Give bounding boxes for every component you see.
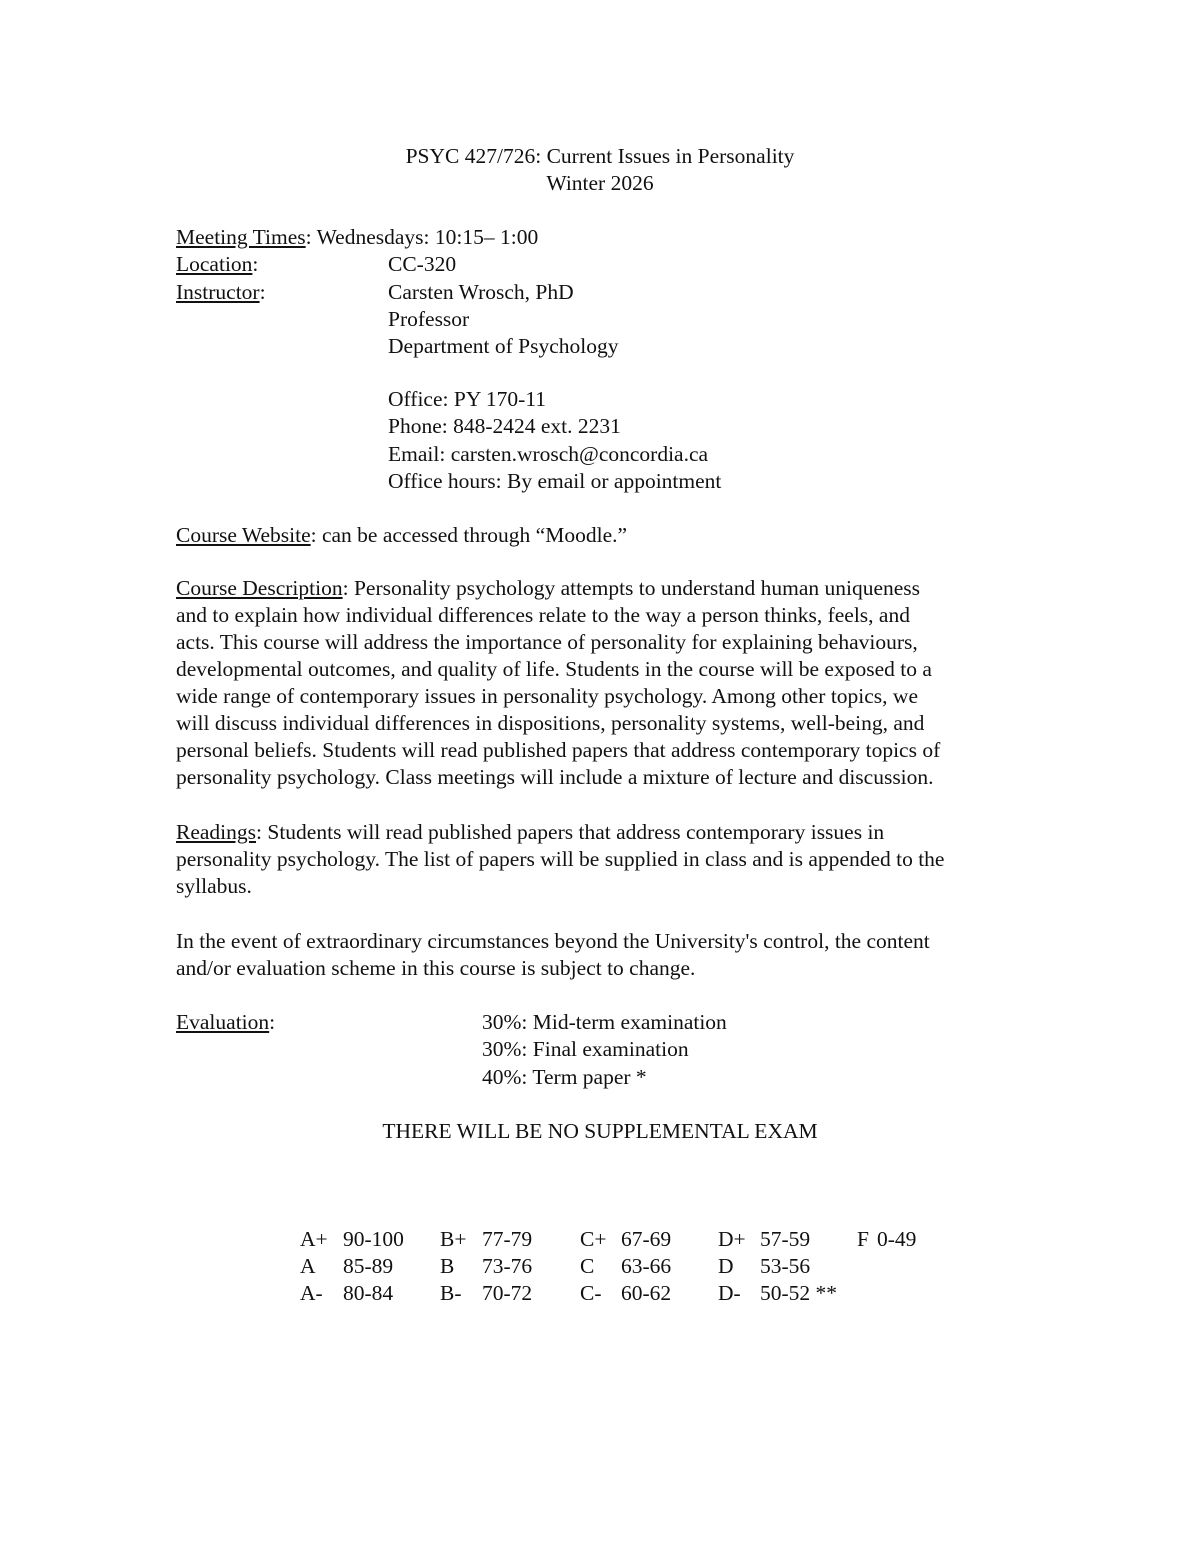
grade-letter: D+ xyxy=(718,1227,746,1251)
evaluation-label-row: Evaluation: xyxy=(176,1010,276,1034)
grade-range: 50-52 ** xyxy=(760,1281,838,1305)
circumstances-notice: In the event of extraordinary circumstances beyond the University's control, the content and/or evaluation scheme in this course is subject to change. xyxy=(176,929,930,980)
grade-range: 73-76 xyxy=(482,1254,533,1278)
meeting-times-value: Wednesdays: 10:15– 1:00 xyxy=(316,225,539,249)
grade-range: 0-49 xyxy=(877,1227,917,1251)
course-description-text: : Personality psychology attempts to understand human uniqueness and to explain how individual differences relate to the way a person thinks, feels, and acts. This course will address the importance of personality for explaining behaviours, developmental outcomes, and quality of life. Students in the course will be exposed to a wide range of contemporary issues in personality psychology. Among other topics, we will discuss individual differences in dispositions, personality systems, well-being, and personal beliefs. Students will read published papers that address contemporary topics of personality psychology. Class meetings will include a mixture of lecture and discussion. xyxy=(176,576,941,789)
instructor-title: Professor xyxy=(388,307,470,331)
grade-range: 80-84 xyxy=(343,1281,394,1305)
phone-number: Phone: 848-2424 ext. 2231 xyxy=(388,414,621,438)
grade-range: 90-100 xyxy=(343,1227,404,1251)
course-website-text: : can be accessed through “Moodle.” xyxy=(310,523,628,547)
location-label: Location xyxy=(176,252,253,276)
email-address: Email: carsten.wrosch@concordia.ca xyxy=(388,442,709,466)
course-description-label: Course Description xyxy=(176,576,343,600)
grade-letter: C+ xyxy=(580,1227,607,1251)
grade-range: 70-72 xyxy=(482,1281,533,1305)
grade-letter: A+ xyxy=(300,1227,328,1251)
grade-range: 63-66 xyxy=(621,1254,672,1278)
grade-letter: C xyxy=(580,1254,595,1278)
grade-range: 53-56 xyxy=(760,1254,811,1278)
grade-range: 60-62 xyxy=(621,1281,672,1305)
grade-letter: F xyxy=(857,1227,869,1251)
grade-letter: B+ xyxy=(440,1227,467,1251)
grade-letter: B xyxy=(440,1254,455,1278)
course-description xyxy=(176,575,1036,791)
grade-letter: B- xyxy=(440,1281,462,1305)
grade-range: 57-59 xyxy=(760,1227,811,1251)
evaluation-item: 30%: Final examination xyxy=(482,1037,689,1061)
grade-range: 67-69 xyxy=(621,1227,672,1251)
meeting-times-label: Meeting Times xyxy=(176,225,306,249)
location-label-row: Location: xyxy=(176,252,259,276)
instructor-department: Department of Psychology xyxy=(388,334,619,358)
office-hours: Office hours: By email or appointment xyxy=(388,469,722,493)
course-website-label: Course Website xyxy=(176,523,311,547)
grade-letter: A- xyxy=(300,1281,323,1305)
grade-range: 85-89 xyxy=(343,1254,394,1278)
readings-label: Readings xyxy=(176,820,257,844)
meeting-times-row: Meeting Times: Wednesdays: 10:15– 1:00 xyxy=(176,225,539,249)
grade-letter: A xyxy=(300,1254,316,1278)
location-value: CC-320 xyxy=(388,252,457,276)
instructor-name: Carsten Wrosch, PhD xyxy=(388,280,574,304)
instructor-label-row: Instructor: xyxy=(176,280,266,304)
evaluation-label: Evaluation xyxy=(176,1010,270,1034)
grade-range: 77-79 xyxy=(482,1227,533,1251)
grade-letter: C- xyxy=(580,1281,602,1305)
instructor-label: Instructor xyxy=(176,280,260,304)
grade-letter: D xyxy=(718,1254,734,1278)
office-location: Office: PY 170-11 xyxy=(388,387,547,411)
course-website xyxy=(176,522,627,549)
course-title: PSYC 427/726: Current Issues in Personality xyxy=(405,144,795,168)
grade-letter: D- xyxy=(718,1281,741,1305)
readings xyxy=(176,819,1036,900)
readings-text: : Students will read published papers that address contemporary issues in personality psychology. The list of papers will be supplied in class and is appended to the syllabus. xyxy=(176,820,945,898)
course-term: Winter 2026 xyxy=(546,171,654,195)
supplemental-exam-notice: THERE WILL BE NO SUPPLEMENTAL EXAM xyxy=(382,1119,818,1143)
evaluation-item: 40%: Term paper * xyxy=(482,1065,647,1089)
evaluation-item: 30%: Mid-term examination xyxy=(482,1010,727,1034)
